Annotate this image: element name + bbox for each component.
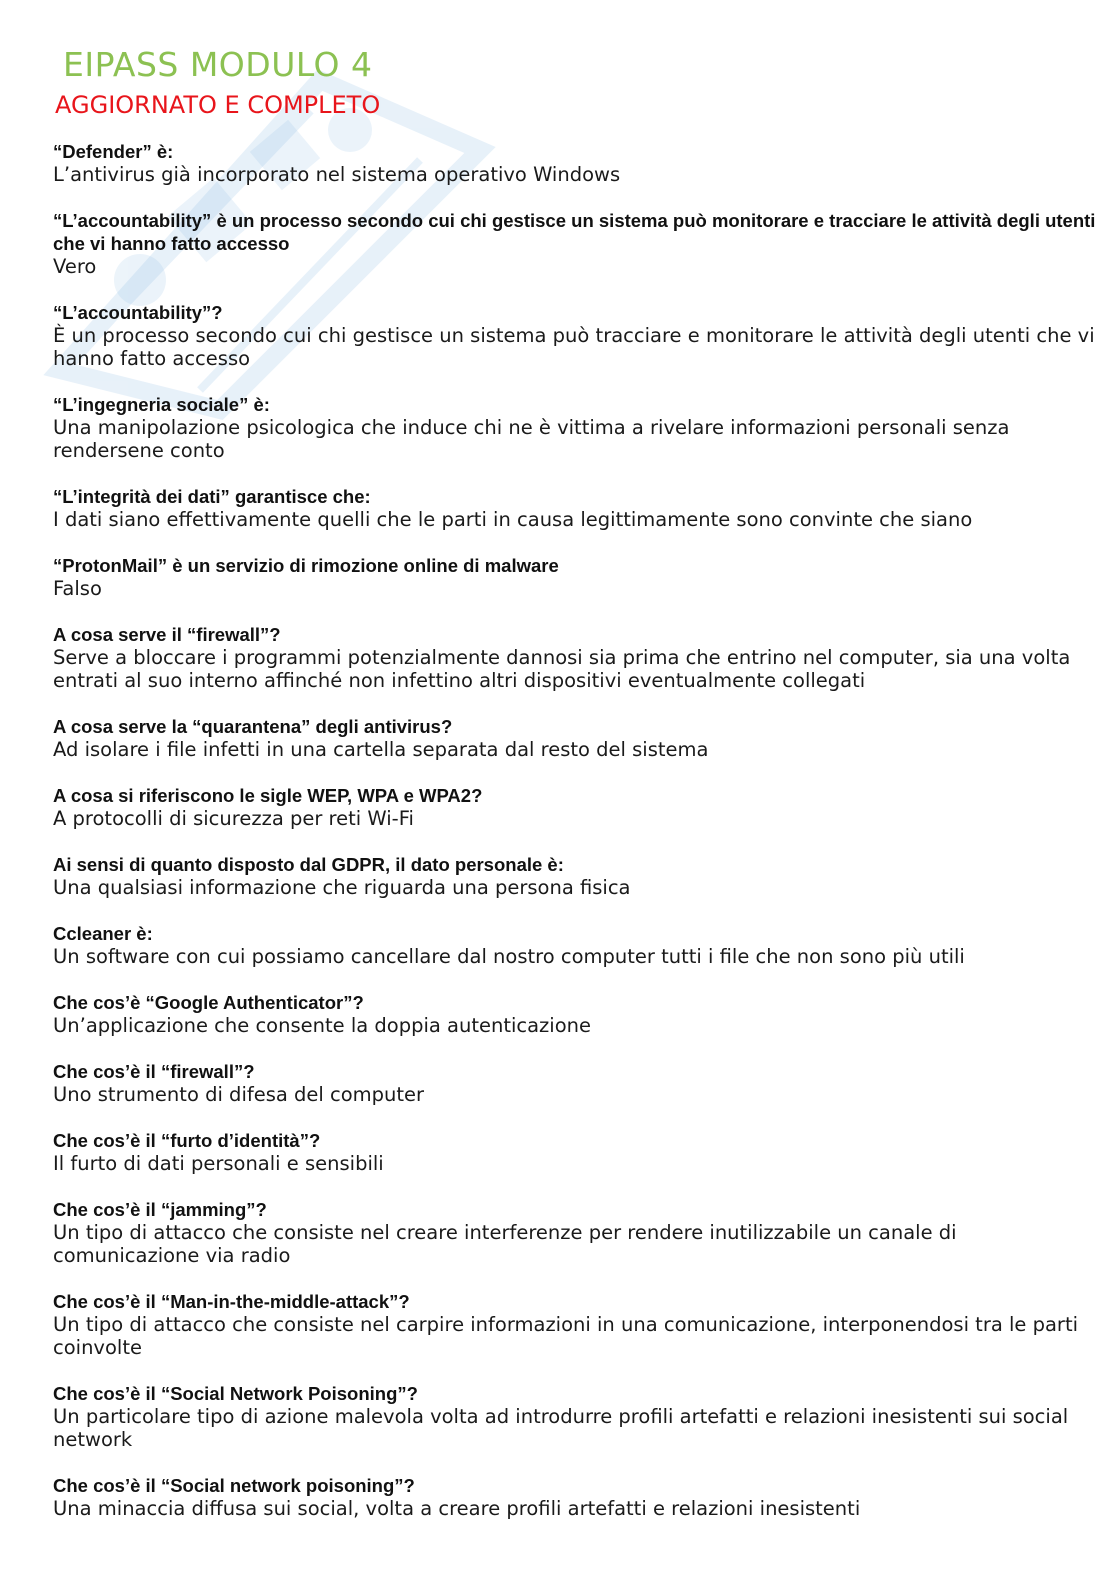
qa-item xyxy=(53,1198,1103,1267)
question-text: Che cos’è “Google Authenticator”? xyxy=(53,992,364,1013)
question-text: “L’integrità dei dati” garantisce che: xyxy=(53,486,371,507)
answer-text: Una minaccia diffusa sui social, volta a creare profili artefatti e relazioni inesistenti xyxy=(53,1497,861,1520)
answer-text: Vero xyxy=(53,255,97,278)
qa-item xyxy=(53,1290,1103,1359)
qa-item xyxy=(53,991,1103,1037)
answer-text: Uno strumento di difesa del computer xyxy=(53,1083,425,1106)
document-title: EIPASS MODULO 4 xyxy=(63,45,373,84)
qa-item xyxy=(53,1129,1103,1175)
question-text: “L’accountability” è un processo secondo cui chi gestisce un sistema può monitorare e tracciare le attività degli utenti che vi hanno fatto accesso xyxy=(53,210,1096,254)
qa-item xyxy=(53,1060,1103,1106)
document-page xyxy=(53,44,1103,1543)
answer-text: Falso xyxy=(53,577,102,600)
question-text: “L’accountability”? xyxy=(53,302,223,323)
answer-text: Un software con cui possiamo cancellare dal nostro computer tutti i file che non sono più utili xyxy=(53,945,965,968)
question-text: Che cos’è il “jamming”? xyxy=(53,1199,267,1220)
answer-text: Ad isolare i file infetti in una cartella separata dal resto del sistema xyxy=(53,738,709,761)
answer-text: Un’applicazione che consente la doppia autenticazione xyxy=(53,1014,592,1037)
question-text: Che cos’è il “furto d’identità”? xyxy=(53,1130,321,1151)
question-text: “ProtonMail” è un servizio di rimozione online di malware xyxy=(53,555,559,576)
question-text: “L’ingegneria sociale” è: xyxy=(53,394,270,415)
question-text: Che cos’è il “Man-in-the-middle-attack”? xyxy=(53,1291,410,1312)
question-text: A cosa serve il “firewall”? xyxy=(53,624,281,645)
document-subtitle: AGGIORNATO E COMPLETO xyxy=(55,91,381,119)
qa-item xyxy=(53,922,1103,968)
qa-item xyxy=(53,784,1103,830)
qa-list xyxy=(53,140,1103,1520)
qa-item xyxy=(53,623,1103,692)
qa-item xyxy=(53,853,1103,899)
question-text: Ai sensi di quanto disposto dal GDPR, il dato personale è: xyxy=(53,854,564,875)
qa-item xyxy=(53,554,1103,600)
answer-text: Una qualsiasi informazione che riguarda una persona fisica xyxy=(53,876,631,899)
qa-item xyxy=(53,140,1103,186)
answer-text: L’antivirus già incorporato nel sistema operativo Windows xyxy=(53,163,621,186)
answer-text: Il furto di dati personali e sensibili xyxy=(53,1152,384,1175)
answer-text: È un processo secondo cui chi gestisce un sistema può tracciare e monitorare le attività degli utenti che vi hanno fatto accesso xyxy=(53,324,1095,370)
question-text: Che cos’è il “firewall”? xyxy=(53,1061,255,1082)
qa-item xyxy=(53,1382,1103,1451)
qa-item xyxy=(53,715,1103,761)
qa-item xyxy=(53,1474,1103,1520)
question-text: A cosa si riferiscono le sigle WEP, WPA e WPA2? xyxy=(53,785,483,806)
answer-text: Una manipolazione psicologica che induce chi ne è vittima a rivelare informazioni personali senza rendersene conto xyxy=(53,416,1010,462)
question-text: A cosa serve la “quarantena” degli antivirus? xyxy=(53,716,453,737)
qa-item xyxy=(53,393,1103,462)
question-text: “Defender” è: xyxy=(53,141,174,162)
answer-text: Un tipo di attacco che consiste nel creare interferenze per rendere inutilizzabile un canale di comunicazione via radio xyxy=(53,1221,957,1267)
answer-text: Un particolare tipo di azione malevola volta ad introdurre profili artefatti e relazioni inesistenti sui social network xyxy=(53,1405,1069,1451)
question-text: Ccleaner è: xyxy=(53,923,153,944)
question-text: Che cos’è il “Social network poisoning”? xyxy=(53,1475,415,1496)
answer-text: A protocolli di sicurezza per reti Wi-Fi xyxy=(53,807,414,830)
answer-text: Un tipo di attacco che consiste nel carpire informazioni in una comunicazione, interponendosi tra le parti coinvolte xyxy=(53,1313,1079,1359)
qa-item xyxy=(53,301,1103,370)
question-text: Che cos’è il “Social Network Poisoning”? xyxy=(53,1383,418,1404)
answer-text: I dati siano effettivamente quelli che le parti in causa legittimamente sono convinte che siano xyxy=(53,508,973,531)
qa-item xyxy=(53,485,1103,531)
answer-text: Serve a bloccare i programmi potenzialmente dannosi sia prima che entrino nel computer, sia una volta entrati al suo interno affinché non infettino altri dispositivi eventualmente collegati xyxy=(53,646,1071,692)
qa-item xyxy=(53,209,1103,278)
